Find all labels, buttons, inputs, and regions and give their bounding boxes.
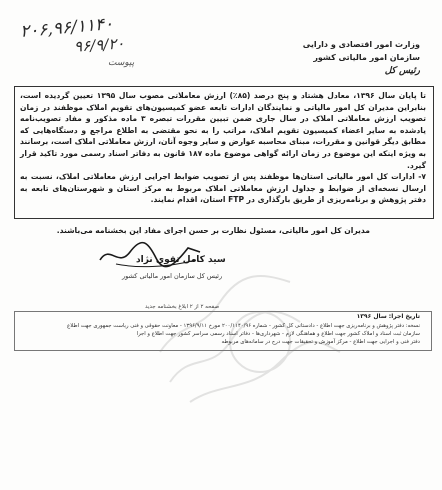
header-organization: سازمان امور مالیاتی کشور xyxy=(313,53,420,62)
page-marker: صفحه ۲ از ۲ ابلاغ بخشنامه جدید xyxy=(145,304,220,310)
body-paragraph: ۷- ادارات کل امور مالیاتی استان‌ها موظفند پس از تصویب ضوابط اجرایی ارزش معاملاتی املاک، نسبت به ارسال نسخه‌ای از ضوابط و جداول ارزش معاملاتی املاک مربوط به مرکز استان و شهرستان‌های تابعه به دفتر پژوهش و برنامه‌ریزی از طریق بارگذاری در FTP استان، اقدام نمایند. xyxy=(20,172,426,205)
header-office: رئیس کل xyxy=(384,66,420,76)
closing-sentence: مدیران کل امور مالیاتی، مسئول نظارت بر حسن اجرای مفاد این بخشنامه می‌باشند. xyxy=(56,226,370,235)
footer-cc-line: دفتر فنی و اجرایی جهت اطلاع - مرکز آموزش و تحقیقات جهت درج در سامانه‌های مربوطه xyxy=(221,339,420,345)
handwritten-date: ۹۶/۹/۲۰ xyxy=(73,34,125,56)
footer-header: تاریخ اجرا: سال ۱۳۹۶ xyxy=(356,313,420,320)
footer-cc-line: نسخه: دفتر پژوهش و برنامه‌ریزی جهت اطلاع - دادستانی کل کشور - شماره ۲۰۰/۱۱۴۰/۹۶ مورخ ۱۳۹۶/۹/۱۱ - معاونت حقوقی و فنی ریاست جمهوری جهت اطلاع xyxy=(67,323,420,329)
handwritten-reference-number: ۲۰۶,۹۶/۱۱۴۰ xyxy=(19,13,115,43)
signer-name: سید کامل تقوی نژاد xyxy=(136,255,226,265)
header-ministry: وزارت امور اقتصادی و دارایی xyxy=(302,40,420,49)
body-paragraph: تا پایان سال ۱۳۹۶، معادل هشتاد و پنج درصد (۸۵٪) ارزش معاملاتی مصوب سال ۱۳۹۵ تعیین گردیده است، بنابراین مدیران کل امور مالیاتی و نمایندگان ادارات تابعه عضو کمیسیون‌های تقویم املاک موظفند در زمان تصویب ارزش معاملاتی املاک در سال جاری ضمن تبیین مقررات تبصره ۳ ماده مذکور و مفاد تصویب‌نامه یادشده به سایر اعضاء کمیسیون تقویم املاک، مراتب را به نحو مقتضی به اطلاع مراجع و دستگاه‌هایی که مطابق دیگر قوانین و مقررات، مبنای محاسبه عوارض و سایر وجوه آنان، ارزش معاملاتی املاک است، برسانند به ویژه اینکه این موضوع در زمان ارائه گواهی موضوع ماده ۱۸۷ قانون به دفاتر اسناد رسمی مورد تاکید قرار گیرد. xyxy=(20,91,427,170)
letter-body xyxy=(20,90,426,206)
signer-title: رئیس کل سازمان امور مالیاتی کشور xyxy=(122,272,223,280)
handwritten-attachment-note: پیوست xyxy=(108,58,135,68)
footer-cc-line: سازمان ثبت اسناد و املاک کشور جهت اطلاع و هماهنگی لازم - شهرداری‌ها - دفاتر اسناد رسمی سراسر کشور جهت اطلاع و اجرا xyxy=(136,331,420,337)
